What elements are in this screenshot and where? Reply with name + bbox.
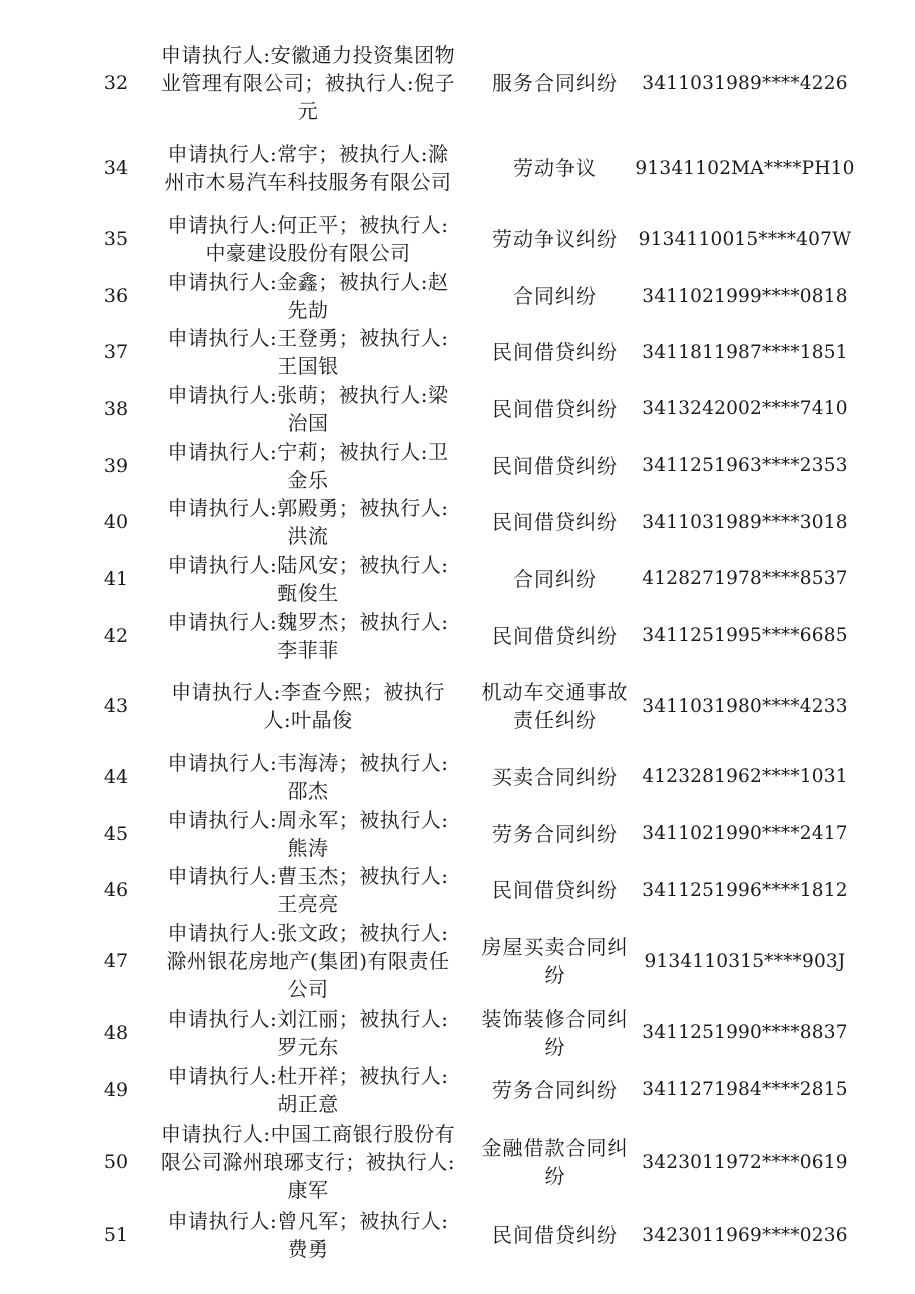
table-row (0, 40, 915, 126)
row-number: 45 (103, 822, 129, 845)
row-number: 49 (103, 1078, 129, 1101)
id-number-cell: 3411251996****1812 (642, 879, 848, 901)
parties-cell: 申请执行人:杜开祥；被执行人:胡正意 (167, 1063, 449, 1116)
id-number-cell: 9134110015****407W (638, 228, 852, 250)
parties-cell: 申请执行人:曹玉杰；被执行人:王亮亮 (167, 864, 449, 916)
parties-cell: 申请执行人:周永军；被执行人:熊涛 (167, 807, 449, 860)
row-number: 50 (103, 1151, 129, 1173)
row-number: 51 (103, 1224, 129, 1246)
id-number-cell: 3411251995****6685 (642, 625, 848, 646)
case-type-cell: 劳务合同纠纷 (492, 1077, 618, 1102)
id-number-cell: 4123281962****1031 (642, 766, 848, 787)
table-row (0, 607, 915, 664)
table-row (0, 805, 915, 862)
id-number-cell: 3411251963****2353 (642, 455, 848, 476)
row-number: 34 (103, 157, 129, 179)
table-row (0, 748, 915, 805)
case-type-cell: 机动车交通事故责任纠纷 (481, 680, 629, 732)
case-type-cell: 合同纠纷 (513, 284, 597, 308)
case-type-cell: 装饰装修合同纠纷 (481, 1006, 629, 1059)
parties-cell: 申请执行人:韦海涛；被执行人:邵杰 (167, 750, 449, 803)
table-row (0, 437, 915, 494)
id-number-cell: 4128271978****8537 (642, 568, 848, 589)
parties-cell: 申请执行人:陆风安；被执行人:甄俊生 (167, 552, 449, 605)
parties-cell: 申请执行人:曾凡军；被执行人:费勇 (167, 1209, 449, 1261)
table-row (0, 494, 915, 550)
row-number: 37 (103, 341, 129, 363)
case-type-cell: 民间借贷纠纷 (492, 453, 618, 478)
case-type-cell: 服务合同纠纷 (492, 71, 618, 95)
parties-cell: 申请执行人:常宇；被执行人:滁州市木易汽车科技服务有限公司 (164, 142, 452, 194)
parties-cell: 申请执行人:张文政；被执行人:滁州银花房地产(集团)有限责任公司 (166, 921, 450, 1001)
parties-cell: 申请执行人:王登勇；被执行人:王国银 (167, 326, 449, 378)
row-number: 46 (103, 879, 129, 901)
table-row (0, 918, 915, 1004)
id-number-cell: 3411031989****4226 (642, 72, 848, 94)
row-number: 41 (103, 567, 129, 590)
parties-cell: 申请执行人:何正平；被执行人:中豪建设股份有限公司 (167, 213, 449, 265)
row-number: 35 (103, 228, 129, 250)
table-row (0, 550, 915, 607)
row-number: 32 (103, 72, 129, 94)
parties-cell: 申请执行人:宁莉；被执行人:卫金乐 (167, 439, 449, 492)
id-number-cell: 3411021990****2417 (642, 823, 848, 844)
case-type-cell: 民间借贷纠纷 (492, 1223, 618, 1247)
id-number-cell: 3411271984****2815 (642, 1079, 848, 1100)
id-number-cell: 3411251990****8837 (642, 1022, 848, 1043)
id-number-cell: 3411031989****3018 (642, 511, 848, 533)
table-row (0, 1206, 915, 1264)
id-number-cell: 91341102MA****PH10 (635, 157, 855, 179)
row-number: 44 (103, 765, 129, 788)
table-row (0, 664, 915, 748)
case-type-cell: 劳动争议 (513, 156, 597, 180)
table-row (0, 1061, 915, 1118)
parties-cell: 申请执行人:刘江丽；被执行人:罗元东 (167, 1006, 449, 1059)
row-number: 36 (103, 285, 129, 307)
case-type-cell: 民间借贷纠纷 (492, 878, 618, 902)
case-type-cell: 合同纠纷 (513, 566, 597, 591)
case-type-cell: 买卖合同纠纷 (492, 764, 618, 789)
case-type-cell: 民间借贷纠纷 (492, 623, 618, 648)
row-number: 43 (103, 695, 129, 717)
case-type-cell: 民间借贷纠纷 (492, 340, 618, 364)
table-row (0, 862, 915, 918)
row-number: 38 (103, 397, 129, 420)
id-number-cell: 3413242002****7410 (642, 398, 848, 419)
parties-cell: 申请执行人:张萌；被执行人:梁治国 (167, 382, 449, 435)
parties-cell: 申请执行人:金鑫；被执行人:赵先劼 (167, 270, 449, 322)
enforcement-list-table (0, 40, 915, 1264)
parties-cell: 申请执行人:中国工商银行股份有限公司滁州琅琊支行；被执行人:康军 (160, 1122, 456, 1202)
row-number: 48 (103, 1021, 129, 1044)
table-row (0, 1118, 915, 1206)
row-number: 40 (103, 511, 129, 533)
case-type-cell: 民间借贷纠纷 (492, 510, 618, 534)
table-row (0, 126, 915, 210)
table-row (0, 268, 915, 324)
row-number: 39 (103, 454, 129, 477)
id-number-cell: 3423011972****0619 (642, 1151, 848, 1173)
parties-cell: 申请执行人:李查今熙；被执行人:叶晶俊 (171, 680, 445, 732)
id-number-cell: 3411811987****1851 (642, 341, 848, 363)
table-row (0, 210, 915, 268)
case-type-cell: 劳动争议纠纷 (492, 227, 618, 251)
case-type-cell: 金融借款合同纠纷 (481, 1136, 629, 1188)
table-row (0, 324, 915, 380)
id-number-cell: 9134110315****903J (644, 950, 846, 972)
parties-cell: 申请执行人:安徽通力投资集团物业管理有限公司；被执行人:倪子元 (160, 43, 456, 123)
case-type-cell: 房屋买卖合同纠纷 (481, 935, 629, 987)
row-number: 42 (103, 624, 129, 647)
id-number-cell: 3423011969****0236 (642, 1224, 848, 1246)
id-number-cell: 3411021999****0818 (642, 285, 848, 307)
case-type-cell: 民间借贷纠纷 (492, 396, 618, 421)
parties-cell: 申请执行人:郭殿勇；被执行人:洪流 (167, 496, 449, 548)
id-number-cell: 3411031980****4233 (642, 695, 848, 717)
parties-cell: 申请执行人:魏罗杰；被执行人:李菲菲 (167, 609, 449, 662)
table-row (0, 380, 915, 437)
case-type-cell: 劳务合同纠纷 (492, 821, 618, 846)
table-row (0, 1004, 915, 1061)
row-number: 47 (103, 950, 129, 972)
